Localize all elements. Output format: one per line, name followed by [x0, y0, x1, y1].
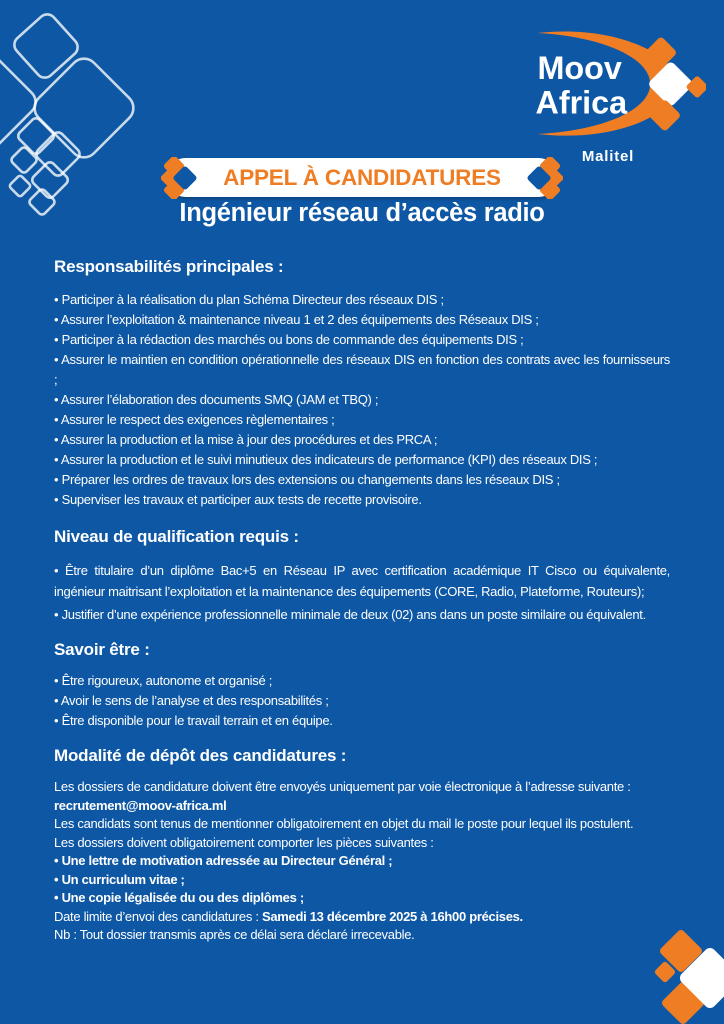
list-item: • Assurer l’élaboration des documents SMQ (JAM et TBQ) ;	[54, 390, 670, 410]
logo-diamond-icon	[644, 36, 706, 132]
application-intro: Les dossiers de candidature doivent être envoyés uniquement par voie électronique à l’adresse suivante :	[54, 779, 631, 794]
deadline-line	[54, 908, 670, 927]
list-item: • Assurer le respect des exigences règlementaires ;	[54, 410, 670, 430]
banner-title: APPEL À CANDIDATURES	[223, 164, 501, 190]
banner-diamond-left-icon	[161, 157, 203, 199]
note-line: Nb : Tout dossier transmis après ce délai sera déclaré irrecevable.	[54, 927, 415, 942]
list-item: • Justifier d’une expérience professionnelle minimale de deux (02) ans dans un poste similaire ou équivalent.	[54, 604, 670, 625]
list-item: • Assurer le maintien en condition opérationnelle des réseaux DIS en fonction des contrats avec les fournisseurs ;	[54, 350, 670, 390]
qualification-heading: Niveau de qualification requis :	[54, 527, 299, 546]
list-item: • Assurer l’exploitation & maintenance niveau 1 et 2 des équipements des Réseaux DIS ;	[54, 310, 670, 330]
list-item: • Superviser les travaux et participer aux tests de recette provisoire.	[54, 490, 670, 510]
document-item: • Une copie légalisée du ou des diplômes ;	[54, 889, 670, 908]
list-item: • Être disponible pour le travail terrain et en équipe.	[54, 711, 670, 731]
application-details	[54, 778, 670, 945]
moov-africa-logo	[510, 26, 706, 165]
deadline-label: Date limite d’envoi des candidatures :	[54, 908, 262, 924]
list-item: • Participer à la rédaction des marchés ou bons de commande des équipements DIS ;	[54, 330, 670, 350]
list-item: • Assurer la production et la mise à jour des procédures et des PRCA ;	[54, 430, 670, 450]
job-title: Ingénieur réseau d’accès radio	[179, 199, 545, 227]
flyer-content	[54, 250, 670, 945]
banner-diamond-right-icon	[521, 157, 563, 199]
list-item: • Assurer la production et le suivi minutieux des indicateurs de performance (KPI) des réseaux DIS ;	[54, 450, 670, 470]
qualification-list	[54, 560, 670, 625]
logo-word-moov: Moov	[537, 50, 622, 87]
corner-diamonds-icon	[624, 914, 724, 1024]
logo-brand-sub: Malitel	[581, 148, 635, 165]
list-item: • Être rigoureux, autonome et organisé ;	[54, 671, 670, 691]
list-item: • Participer à la réalisation du plan Schéma Directeur des réseaux DIS ;	[54, 290, 670, 310]
application-heading: Modalité de dépôt des candidatures :	[54, 746, 347, 765]
responsibilities-heading: Responsabilités principales :	[54, 257, 284, 276]
logo-mark-icon	[510, 26, 706, 142]
list-item: • Être titulaire d’un diplôme Bac+5 en Réseau IP avec certification académique IT Cisco ou équivalente, ingénieur maitrisant l’exploitation et la maintenance des équipements (CORE, Radio, Plateforme, Routeurs);	[54, 560, 670, 602]
document-item: • Une lettre de motivation adressée au Directeur Général ;	[54, 852, 670, 871]
candidatures-banner	[166, 158, 558, 197]
application-pieces-intro: Les dossiers doivent obligatoirement comporter les pièces suivantes :	[54, 834, 434, 850]
list-item: • Préparer les ordres de travaux lors des extensions ou changements dans les réseaux DIS ;	[54, 470, 670, 490]
email-address: recrutement@moov-africa.ml	[54, 797, 227, 813]
logo-word-africa: Africa	[535, 84, 628, 121]
softskills-list	[54, 671, 670, 731]
application-subject-note: Les candidats sont tenus de mentionner obligatoirement en objet du mail le poste pour lequel ils postulent.	[54, 816, 634, 831]
softskills-heading: Savoir être :	[54, 640, 150, 659]
responsibilities-list	[54, 290, 670, 510]
document-item: • Un curriculum vitae ;	[54, 871, 670, 890]
deadline-value: Samedi 13 décembre 2025 à 16h00 précises.	[261, 908, 523, 924]
list-item: • Avoir le sens de l’analyse et des responsabilités ;	[54, 691, 670, 711]
